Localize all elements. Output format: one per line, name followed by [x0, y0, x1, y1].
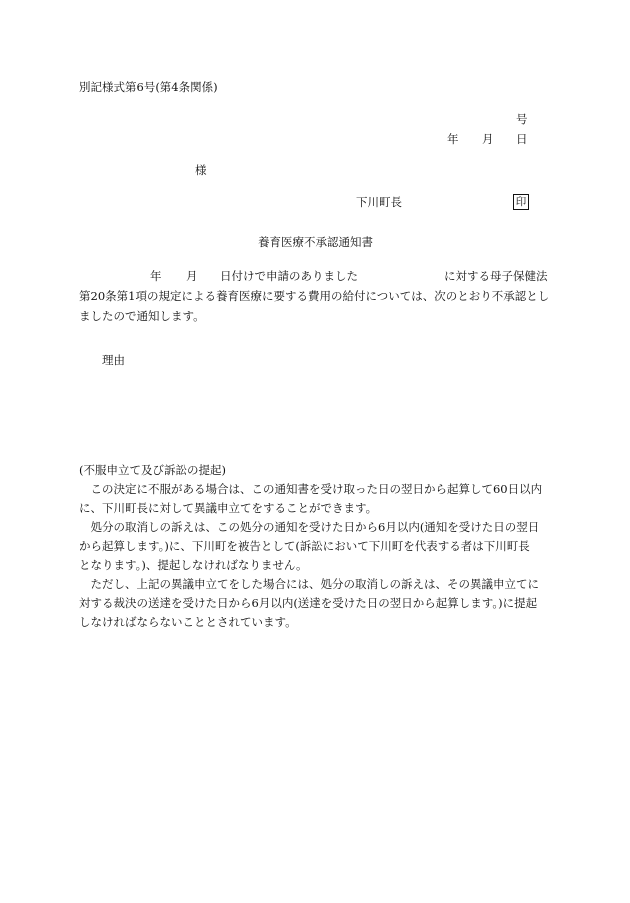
form-label: 別記様式第6号(第4条関係) — [79, 80, 218, 94]
issue-date-day: 日 — [516, 132, 528, 146]
body-line1-end: に対する母子保健法 — [444, 269, 548, 283]
application-year: 年 — [150, 269, 162, 283]
document-title: 養育医療不承認通知書 — [258, 235, 373, 249]
issue-date-year: 年 — [447, 132, 459, 146]
appeal-p1-line: に、下川町長に対して異議申立てをすることができます。 — [79, 501, 378, 515]
appeal-heading: (不服申立て及び訴訟の提起) — [79, 463, 226, 477]
document-number-label: 号 — [516, 112, 528, 126]
appeal-paragraph-3 — [79, 575, 555, 632]
appeal-p3-line: しなければならないこととされています。 — [79, 615, 297, 629]
appeal-p2-line: から起算します。)に、下川町を被告として(訴訟において下川町を代表する者は下川町長 — [79, 539, 530, 553]
appeal-p3-line: ただし、上記の異議申立てをした場合には、処分の取消しの訴えは、その異議申立てに — [79, 577, 539, 591]
reason-label: 理由 — [102, 353, 125, 367]
appeal-p1-line: この決定に不服がある場合は、この通知書を受け取った日の翌日から起算して60日以内 — [79, 482, 543, 496]
addressee-suffix: 様 — [195, 163, 207, 177]
appeal-paragraph-1 — [79, 480, 555, 518]
seal-mark: 印 — [513, 194, 529, 210]
appeal-p2-line: 処分の取消しの訴えは、この処分の通知を受けた日から6月以内(通知を受けた日の翌日 — [79, 520, 540, 534]
appeal-p2-line: となります。)、提起しなければなりません。 — [79, 558, 308, 572]
issue-date-month: 月 — [482, 132, 494, 146]
application-month: 月 — [186, 269, 198, 283]
official-seal — [513, 194, 529, 210]
body-line1-mid: 日付けで申請のありました — [220, 269, 358, 283]
sender-name: 下川町長 — [356, 195, 402, 209]
appeal-paragraph-2 — [79, 518, 555, 575]
body-line3: ましたので通知します。 — [79, 309, 205, 323]
appeal-p3-line: 対する裁決の送達を受けた日から6月以内(送達を受けた日の翌日から起算します。)に提起 — [79, 596, 538, 610]
body-line2: 第20条第1項の規定による養育医療に要する費用の給付については、次のとおり不承認とし — [79, 289, 550, 303]
